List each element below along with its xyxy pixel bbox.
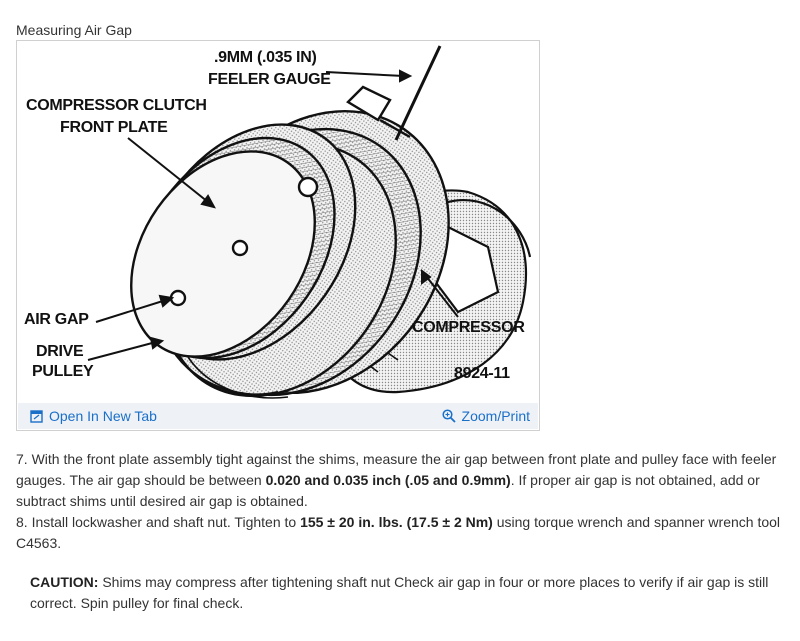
open-new-tab-label: Open In New Tab bbox=[49, 408, 157, 424]
step-8-torque-spec: 155 ± 20 in. lbs. (17.5 ± 2 Nm) bbox=[300, 514, 493, 530]
step-8-text-end: using torque wrench and spanner wrench tool C4563. bbox=[16, 514, 781, 551]
procedure-steps bbox=[16, 449, 792, 614]
zoom-print-link[interactable] bbox=[442, 408, 530, 424]
label-front-plate: FRONT PLATE bbox=[60, 119, 168, 136]
open-new-tab-icon bbox=[30, 410, 43, 423]
label-pulley: PULLEY bbox=[32, 363, 94, 380]
air-gap-diagram bbox=[18, 42, 538, 404]
figure-caption: Measuring Air Gap bbox=[16, 22, 132, 38]
figure-container bbox=[16, 40, 540, 431]
step-7-text: 7. With the front plate assembly tight against the shims, measure the air gap between front plate and pulley face with feeler gauges. The air gap should be between bbox=[16, 451, 777, 488]
caution-text: Shims may compress after tightening shaft nut Check air gap in four or more places to verify if air gap is still correct. Spin pulley for final check. bbox=[30, 574, 769, 611]
step-8 bbox=[16, 512, 792, 554]
open-new-tab-link[interactable] bbox=[30, 408, 157, 424]
caution-label: CAUTION: bbox=[30, 574, 99, 590]
step-7-spec: 0.020 and 0.035 inch (.05 and 0.9mm) bbox=[265, 472, 511, 488]
zoom-icon bbox=[442, 409, 456, 423]
step-7 bbox=[16, 449, 792, 512]
label-feeler-gauge-size: .9MM (.035 IN) bbox=[214, 49, 317, 66]
label-compressor: COMPRESSOR bbox=[412, 319, 525, 336]
label-feeler-gauge: FEELER GAUGE bbox=[208, 71, 331, 88]
feeler-gauge bbox=[396, 46, 440, 140]
label-figure-number: 8924-11 bbox=[454, 365, 510, 382]
step-7-text-end: . If proper air gap is not obtained, add or subtract shims until desired air gap is obtained. bbox=[16, 472, 760, 509]
step-8-text: 8. Install lockwasher and shaft nut. Tighten to bbox=[16, 514, 301, 530]
caution-note bbox=[16, 572, 792, 614]
zoom-print-label: Zoom/Print bbox=[461, 408, 530, 424]
label-drive: DRIVE bbox=[36, 343, 84, 360]
figure-toolbar bbox=[18, 403, 538, 429]
label-air-gap: AIR GAP bbox=[24, 311, 89, 328]
label-compressor-clutch: COMPRESSOR CLUTCH bbox=[26, 97, 207, 114]
